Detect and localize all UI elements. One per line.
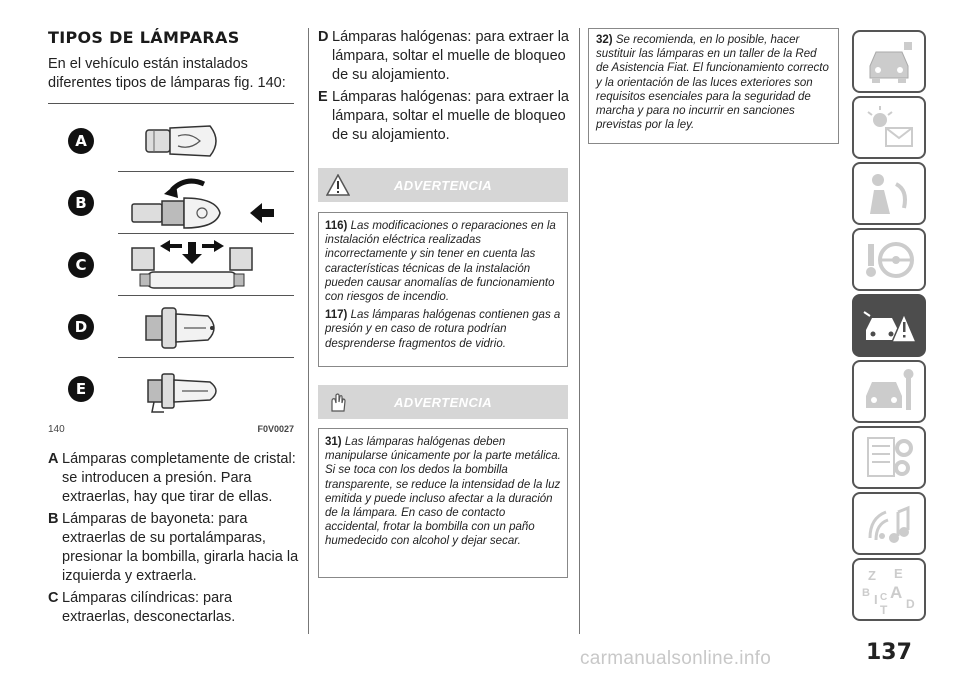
warning-title: ADVERTENCIA	[393, 395, 493, 410]
glass-lamp-illustration	[124, 112, 294, 170]
list-text: Lámparas halógenas: para extraer la lámpara, soltar el muelle de bloqueo de su alojamiento.	[332, 89, 569, 143]
warning-text: Las lámparas halógenas contienen gas a presión y en caso de rotura podrían desprenderse fragmentos de vidrio.	[325, 309, 561, 350]
tab-driving[interactable]	[852, 228, 926, 291]
intro-text: En el vehículo están instalados diferentes tipos de lámparas fig. 140:	[48, 56, 286, 91]
media-music-icon	[860, 498, 918, 549]
watermark: carmanualsonline.info	[580, 648, 772, 669]
note-box	[588, 28, 839, 144]
page-number: 137	[866, 640, 912, 665]
warning-header	[318, 385, 568, 419]
warning-number: 31)	[325, 436, 342, 448]
figure-caption	[48, 424, 294, 438]
warning-item	[325, 308, 561, 351]
figure-code: F0V0027	[257, 424, 294, 434]
tab-index[interactable]	[852, 558, 926, 621]
figure-row-c	[48, 234, 294, 296]
figure-number: 140	[48, 424, 65, 435]
index-letter: I	[874, 592, 878, 607]
cylindrical-lamp-illustration	[124, 236, 294, 294]
figure-label-d: D	[68, 314, 94, 340]
index-letter: A	[890, 583, 903, 602]
warning-text: Las modificaciones o reparaciones en la instalación eléctrica realizadas incorrectamente y sin tener en cuenta las características técnicas de la instalación pueden causar anomalías de funcionamiento con riesgos de incendio.	[325, 220, 556, 304]
list-letter: B	[48, 511, 59, 527]
lamp-types-figure	[48, 104, 294, 416]
warning-box	[318, 212, 568, 367]
specs-gear-icon	[860, 432, 918, 483]
figure-row-e	[48, 358, 294, 420]
figure-label-c: C	[68, 252, 94, 278]
list-item	[48, 589, 300, 627]
list-text: Lámparas cilíndricas: para extraerlas, desconectarlas.	[62, 590, 236, 625]
column-divider	[579, 28, 580, 634]
warning-text: Las lámparas halógenas deben manipularse únicamente por la parte metálica. Si se toca con los dedos la bombilla transparente, se reduce la intensidad de la luz emitida y puede incluso afectar a la duración de la lámpara. En caso de contacto accidental, frotar la bombilla con un paño humedecido con alcohol y dejar secar.	[325, 436, 561, 548]
note-text: Se recomienda, en lo posible, hacer sustituir las lámparas en un taller de la Red de Asistencia Fiat. El funcionamiento correcto y la orientación de las luces exteriores son requisitos esenciales para la seguridad de marcha y para no incurrir en sanciones previstas por la ley.	[596, 34, 829, 132]
list-item	[318, 88, 570, 145]
list-letter: D	[318, 29, 329, 45]
lights-message-icon	[860, 102, 918, 153]
list-text: Lámparas completamente de cristal: se introducen a presión. Para extraerlas, hay que tirar de ellas.	[62, 451, 296, 505]
list-item	[318, 28, 570, 85]
index-letter: E	[894, 566, 903, 581]
steering-wheel-icon	[860, 234, 918, 285]
list-letter: E	[318, 89, 328, 105]
figure-row-b	[48, 172, 294, 234]
tab-safety[interactable]	[852, 162, 926, 225]
halogen-lamp-d-illustration	[124, 298, 294, 356]
index-letter: D	[906, 597, 915, 611]
warning-item	[325, 435, 561, 549]
index-letter: Z	[868, 568, 876, 583]
seat-airbag-icon	[860, 168, 918, 219]
list-text: Lámparas halógenas: para extraer la lámpara, soltar el muelle de bloqueo de su alojamiento.	[332, 29, 569, 83]
column-divider	[308, 28, 309, 634]
list-letter: C	[48, 590, 59, 606]
warning-item	[325, 219, 561, 304]
list-text: Lámparas de bayoneta: para extraerlas de su portalámparas, presionar la bombilla, girarla hacia la izquierda y extraerla.	[62, 511, 299, 584]
list-letter: A	[48, 451, 59, 467]
lamp-types-list-continued	[318, 28, 570, 148]
intro-section	[48, 28, 296, 93]
figure-row-d	[48, 296, 294, 358]
list-item	[48, 450, 300, 507]
note-number: 32)	[596, 34, 613, 46]
figure-row-a	[48, 110, 294, 172]
page-title: TIPOS DE LÁMPARAS	[48, 28, 240, 47]
list-item	[48, 510, 300, 586]
car-front-icon	[860, 36, 918, 87]
tab-maintenance[interactable]	[852, 360, 926, 423]
halogen-lamp-e-illustration	[124, 360, 294, 418]
figure-label-e: E	[68, 376, 94, 402]
tab-multimedia[interactable]	[852, 492, 926, 555]
figure-label-a: A	[68, 128, 94, 154]
index-letter: B	[862, 587, 870, 599]
warning-title: ADVERTENCIA	[393, 178, 493, 193]
tab-specifications[interactable]	[852, 426, 926, 489]
tab-dashboard[interactable]	[852, 30, 926, 93]
lamp-types-list	[48, 450, 300, 630]
warning-number: 117)	[325, 309, 348, 322]
tab-emergency[interactable]	[852, 294, 926, 357]
bayonet-lamp-illustration	[124, 174, 294, 232]
warning-box	[318, 428, 568, 578]
figure-label-b: B	[68, 190, 94, 216]
index-letter: T	[880, 603, 888, 615]
tab-lights[interactable]	[852, 96, 926, 159]
index-letter: C	[880, 592, 888, 603]
alphabet-index-icon	[860, 564, 918, 615]
car-emergency-icon	[860, 300, 918, 351]
warning-header	[318, 168, 568, 202]
warning-number: 116)	[325, 220, 348, 232]
car-tools-icon	[860, 366, 918, 417]
